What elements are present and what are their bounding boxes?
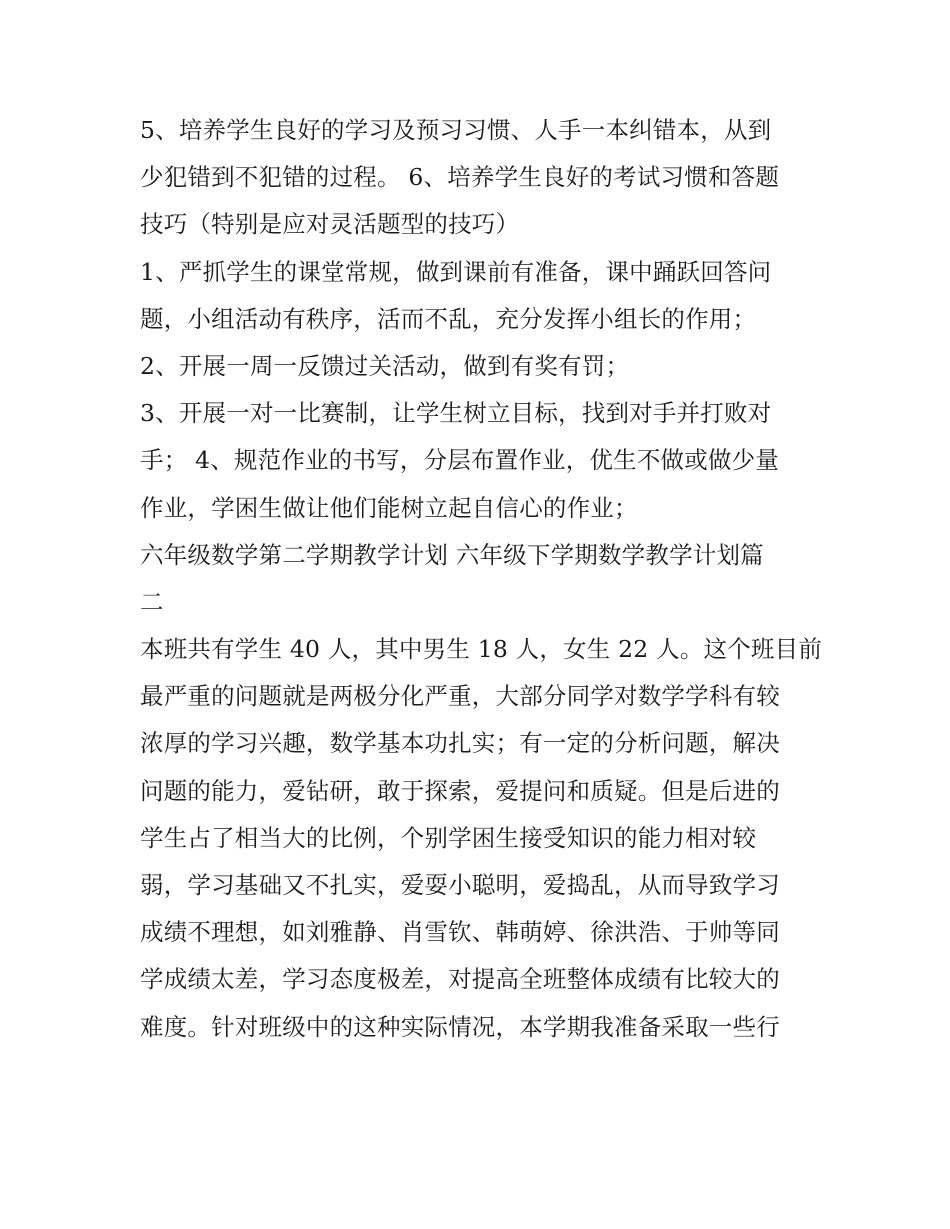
text-line: 题，小组活动有秩序，活而不乱，充分发挥小组长的作用； xyxy=(140,304,757,333)
section-heading-line: 二 xyxy=(140,587,164,616)
text-line: 问题的能力，爱钻研，敢于探索，爱提问和质疑。但是后进的 xyxy=(140,776,780,805)
text-line: 1、严抓学生的课堂常规，做到课前有准备，课中踊跃回答问 xyxy=(140,257,772,286)
text-line: 手； 4、规范作业的书写，分层布置作业，优生不做或做少量 xyxy=(140,446,780,475)
document-body xyxy=(140,107,823,1051)
text-line: 技巧（特别是应对灵活题型的技巧） xyxy=(140,210,520,239)
text-line: 浓厚的学习兴趣，数学基本功扎实；有一定的分析问题，解决 xyxy=(140,729,780,758)
section-heading-line: 六年级数学第二学期教学计划 六年级下学期数学教学计划篇 xyxy=(140,540,764,569)
text-line: 弱，学习基础又不扎实，爱耍小聪明，爱捣乱，从而导致学习 xyxy=(140,871,780,899)
text-line: 2、开展一周一反馈过关活动，做到有奖有罚； xyxy=(140,351,630,380)
text-line: 学生占了相当大的比例，个别学困生接受知识的能力相对较 xyxy=(140,823,757,852)
text-line: 5、培养学生良好的学习及预习习惯、人手一本纠错本，从到 xyxy=(140,116,772,144)
text-line: 学成绩太差，学习态度极差，对提高全班整体成绩有比较大的 xyxy=(140,965,780,994)
text-line: 3、开展一对一比赛制，让学生树立目标，找到对手并打败对 xyxy=(140,399,772,428)
text-line: 少犯错到不犯错的过程。 6、培养学生良好的考试习惯和答题 xyxy=(140,163,780,192)
text-line: 最严重的问题就是两极分化严重，大部分同学对数学学科有较 xyxy=(140,682,780,711)
text-line: 成绩不理想，如刘雅静、肖雪钦、韩萌婷、徐洪浩、于帅等同 xyxy=(140,918,780,947)
text-line: 难度。针对班级中的这种实际情况，本学期我准备采取一些行 xyxy=(140,1012,780,1041)
text-line: 作业，学困生做让他们能树立起自信心的作业； xyxy=(140,493,638,522)
text-line: 本班共有学生 40 人，其中男生 18 人，女生 22 人。这个班目前 xyxy=(140,635,823,664)
